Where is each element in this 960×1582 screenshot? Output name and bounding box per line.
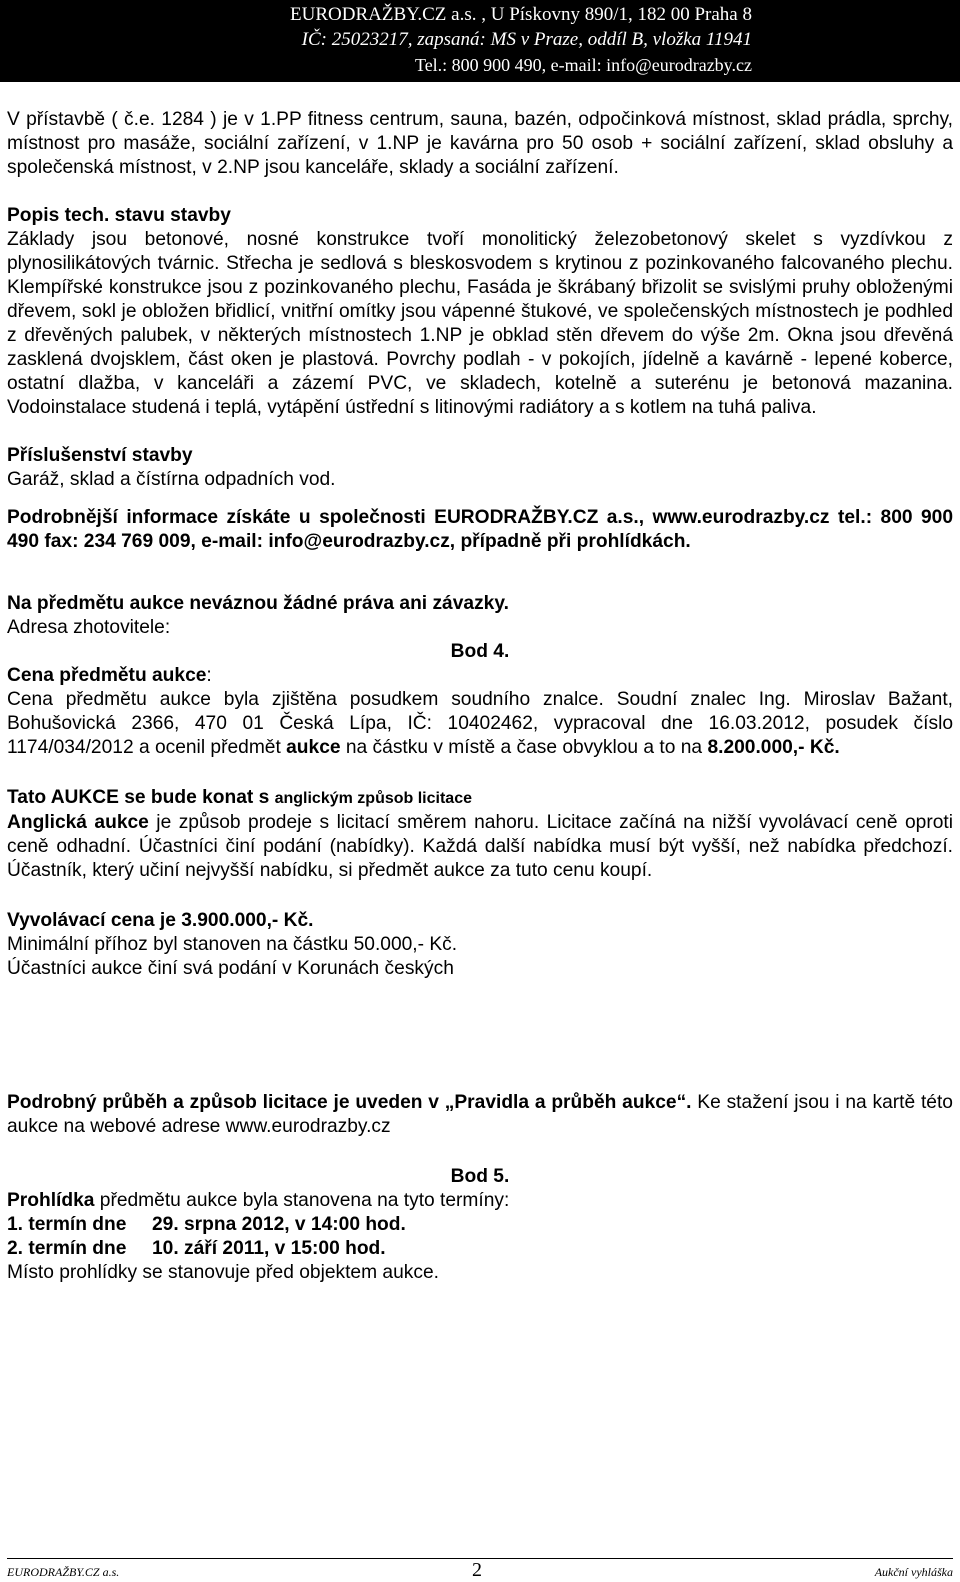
footer-company: EURODRAŽBY.CZ a.s. [7, 1565, 120, 1579]
section-bod-4: Bod 4. [450, 641, 510, 662]
inspection-place: Místo prohlídky se stanovuje před objektem aukce. [7, 1262, 439, 1283]
rules-reference: Podrobný průběh a způsob licitace je uveden v „Pravidla a průběh aukce“. Ke stažení jsou i na kartě této aukce na webové adrese www.eurodrazby.cz [7, 1092, 953, 1137]
currency-note: Účastníci aukce činí svá podání v Korunách českých [7, 958, 454, 979]
document-body [7, 108, 953, 1285]
extension-description: V přístavbě ( č.e. 1284 ) je v 1.PP fitness centrum, sauna, bazén, odpočinková místnost, sklad prádla, sprchy, místnost pro masáže, sociální zařízení, v 1.NP je kavárna pro 50 osob + sociální zařízení, sklad obsluhy a společenská místnost, v 2.NP jsou kanceláře, sklady a sociální zařízení. [7, 109, 953, 178]
starting-price: Vyvolávací cena je 3.900.000,- Kč. [7, 910, 314, 931]
address-label: Adresa zhotovitele: [7, 617, 171, 638]
accessories-text: Garáž, sklad a čístírna odpadních vod. [7, 469, 336, 490]
contact-line: Tel.: 800 900 490, e-mail: info@eurodrazby.cz [414, 55, 752, 75]
tech-state-text: Základy jsou betonové, nosné konstrukce tvoří monolitický železobetonový skelet s vyzdívkou z plynosilikátových tvárnic. Střecha je sedlová s bleskosvodem s krytinou z pozinkovaného falcovaného plechu. Klempířské konstrukce jsou z pozinkovaného plechu, Fasáda je škrábaný břizolit se svislými pruhy obloženými dřevem, sokl je obložen břidlicí, vnitřní omítky jsou vápenné štukové, ve společenských místnostech je podhled z dřevěných palubek, v některých místnostech 1.NP je obklad stěn dřevem do výše 2m. Okna jsou dřevěná zasklená dvojsklem, část oken je plastová. Povrchy podlah - v pokojích, jídelně a kavárně - lepené koberce, ostatní dlažba, v kanceláři a zázemí PVC, ve skladech, kotelně a suterénu je betonová mazanina. Vodoinstalace studená i teplá, vytápění ústřední s litinovými radiátory a s kotlem na tuhá paliva. [7, 229, 953, 418]
accessories-heading: Příslušenství stavby [7, 445, 193, 466]
inspection-intro: Prohlídka předmětu aukce byla stanovena na tyto termíny: [7, 1190, 510, 1211]
page-number: 2 [472, 1559, 482, 1581]
inspection-term-2: 2. termín dne 10. září 2011, v 15:00 hod. [7, 1238, 386, 1259]
tech-state-heading: Popis tech. stavu stavby [7, 205, 231, 226]
contact-info: Podrobnější informace získáte u společnosti EURODRAŽBY.CZ a.s., www.eurodrazby.cz tel.: 800 900 490 fax: 234 769 009, e-mail: info@eurodrazby.cz, případně při prohlídkách. [7, 507, 953, 552]
company-line: EURODRAŽBY.CZ a.s. , U Pískovny 890/1, 182 00 Praha 8 [290, 4, 752, 25]
letterhead [0, 0, 960, 82]
auction-type-text: Anglická aukce je způsob prodeje s licitací směrem nahoru. Licitace začíná na nižší vyvolávací ceně oproti ceně odhadní. Účastníci činí podání (nabídky). Každá další nabídka musí být vyšší, než nabídka předchozí. Účastník, který učiní nejvyšší nabídku, si předmět aukce za tuto cenu koupí. [7, 812, 953, 881]
auction-type-heading: Tato AUKCE se bude konat s anglickým způsob licitace [7, 787, 472, 808]
price-text: Cena předmětu aukce byla zjištěna posudkem soudního znalce. Soudní znalec Ing. Miroslav Bažant, Bohušovická 2366, 470 01 Česká Lípa, IČ: 10402462, vypracoval dne 16.03.2012, posudek číslo 1174/034/2012 a ocenil předmět aukce na částku v místě a čase obvyklou a to na 8.200.000,- Kč. [7, 689, 953, 758]
price-heading: Cena předmětu aukce: [7, 665, 212, 686]
inspection-term-1: 1. termín dne 29. srpna 2012, v 14:00 hod. [7, 1214, 406, 1235]
section-bod-5: Bod 5. [450, 1166, 510, 1187]
registration-line: IČ: 25023217, zapsaná: MS v Praze, oddíl B, vložka 11941 [301, 29, 752, 50]
no-rights-statement: Na předmětu aukce neváznou žádné práva ani závazky. [7, 593, 509, 614]
page-footer [7, 1559, 953, 1581]
minimum-bid: Minimální příhoz byl stanoven na částku 50.000,- Kč. [7, 934, 458, 955]
footer-document-type: Aukční vyhláška [874, 1565, 953, 1579]
